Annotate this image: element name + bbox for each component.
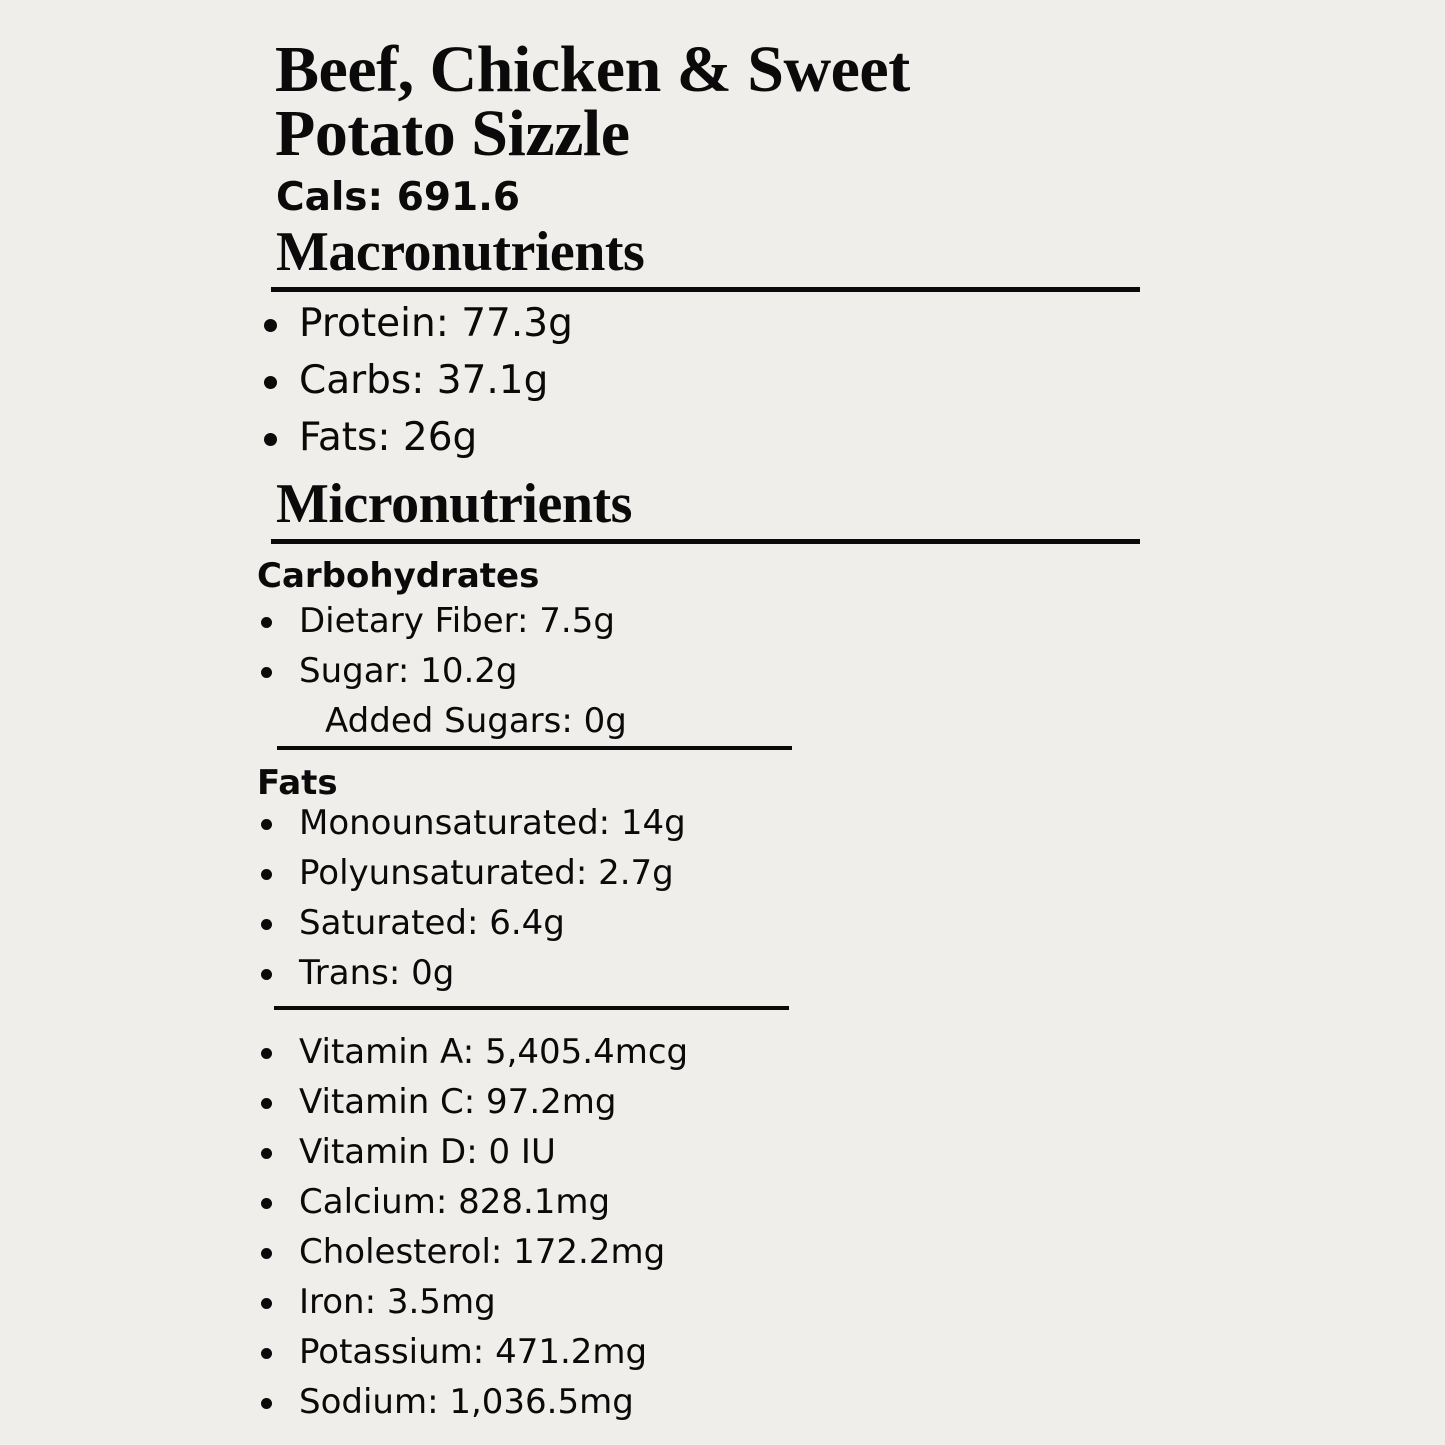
vitamins-minerals-list bbox=[261, 1027, 688, 1427]
fat-item-saturated: Saturated: 6.4g bbox=[261, 898, 686, 948]
micro-item-vitamin-a: Vitamin A: 5,405.4mcg bbox=[261, 1027, 688, 1077]
fat-item-poly: Polyunsaturated: 2.7g bbox=[261, 848, 686, 898]
micro-item-vitamin-c: Vitamin C: 97.2mg bbox=[261, 1077, 688, 1127]
fats-divider bbox=[274, 1006, 789, 1010]
macronutrients-divider bbox=[271, 287, 1140, 292]
micro-item-cholesterol: Cholesterol: 172.2mg bbox=[261, 1227, 688, 1277]
micro-item-calcium: Calcium: 828.1mg bbox=[261, 1177, 688, 1227]
carb-item-sugar: Sugar: 10.2g bbox=[261, 646, 615, 696]
micro-item-vitamin-d: Vitamin D: 0 IU bbox=[261, 1127, 688, 1177]
added-sugars-item: Added Sugars: 0g bbox=[325, 701, 627, 741]
fats-list bbox=[261, 798, 686, 998]
micronutrients-heading: Micronutrients bbox=[276, 473, 632, 535]
micronutrients-divider bbox=[271, 539, 1140, 544]
carbohydrates-list bbox=[261, 596, 615, 696]
micro-item-potassium: Potassium: 471.2mg bbox=[261, 1327, 688, 1377]
carbohydrates-heading: Carbohydrates bbox=[257, 556, 540, 596]
macro-item-fats: Fats: 26g bbox=[264, 409, 573, 466]
macronutrients-list bbox=[264, 295, 573, 466]
calories-label: Cals: 691.6 bbox=[276, 175, 521, 220]
recipe-title-line-1: Beef, Chicken & Sweet bbox=[275, 33, 910, 106]
carbohydrates-divider bbox=[277, 746, 792, 750]
micro-item-iron: Iron: 3.5mg bbox=[261, 1277, 688, 1327]
recipe-title-line-2: Potato Sizzle bbox=[275, 97, 630, 170]
recipe-title bbox=[275, 33, 910, 170]
fats-heading: Fats bbox=[257, 763, 338, 803]
fat-item-mono: Monounsaturated: 14g bbox=[261, 798, 686, 848]
macronutrients-heading: Macronutrients bbox=[276, 221, 645, 283]
macro-item-carbs: Carbs: 37.1g bbox=[264, 352, 573, 409]
macro-item-protein: Protein: 77.3g bbox=[264, 295, 573, 352]
micro-item-sodium: Sodium: 1,036.5mg bbox=[261, 1377, 688, 1427]
fat-item-trans: Trans: 0g bbox=[261, 948, 686, 998]
carb-item-fiber: Dietary Fiber: 7.5g bbox=[261, 596, 615, 646]
